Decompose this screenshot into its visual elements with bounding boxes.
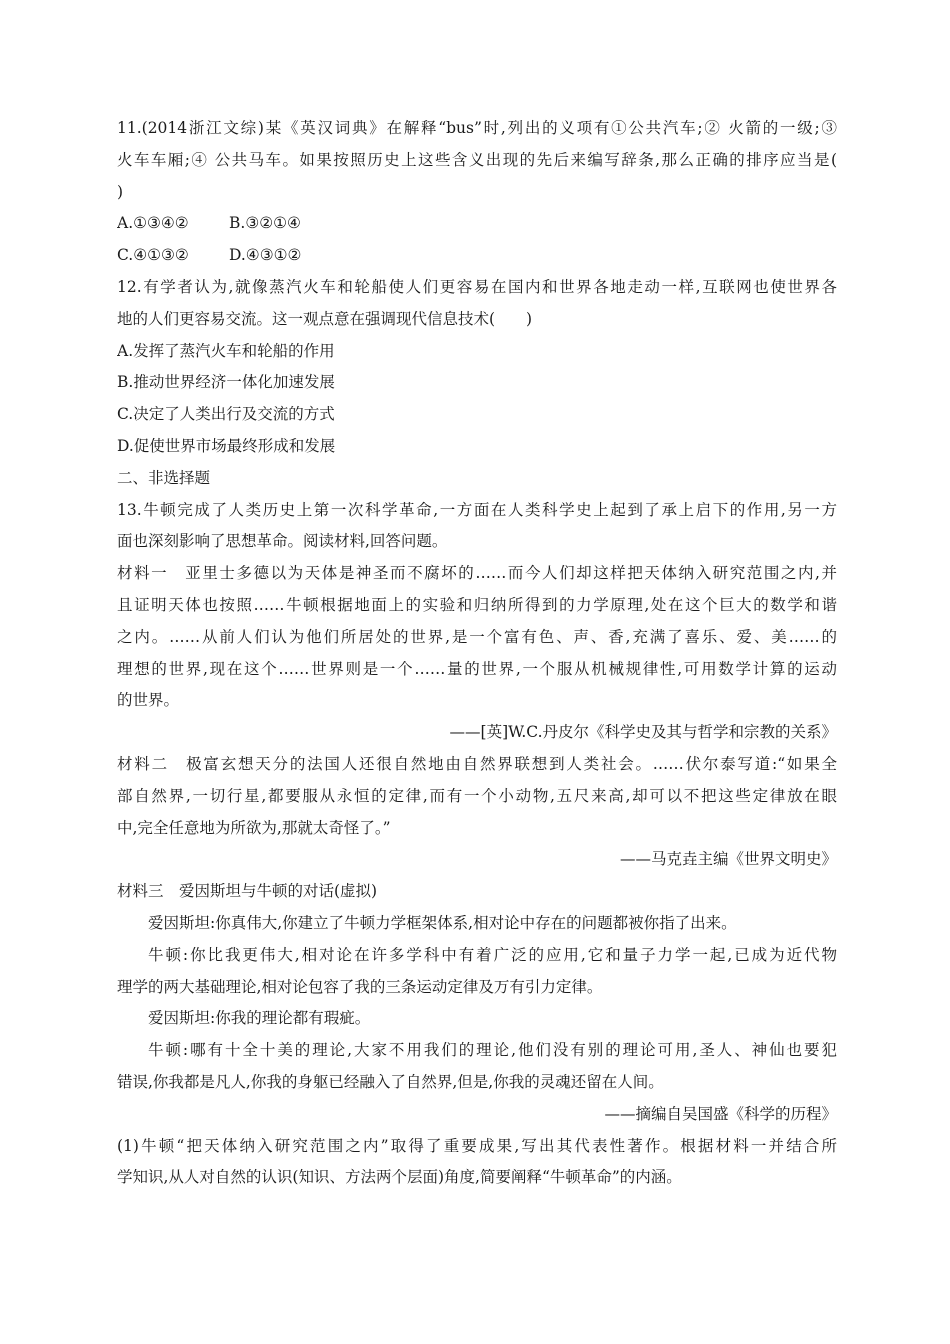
option-d: D.促使世界市场最终形成和发展 <box>117 436 336 455</box>
material-2-line: 材料二 极富玄想天分的法国人还很自然地由自然界联想到人类社会。……伏尔泰写道:“如果全 <box>117 754 837 773</box>
sub-question-1 <box>117 1131 837 1195</box>
option-b: B.③②①④ <box>229 214 301 233</box>
question-12 <box>117 272 837 463</box>
question-11-line: 火车车厢;④ 公共马车。如果按照历史上这些含义出现的先后来编写辞条,那么正确的排序应当是( <box>117 150 837 169</box>
section-title: 二、非选择题 <box>117 468 211 487</box>
option-d: D.④③①② <box>229 246 302 265</box>
dialogue-einstein: 爱因斯坦:你真伟大,你建立了牛顿力学框架体系,相对论中存在的问题都被你指了出来。 <box>148 913 737 932</box>
option-c: C.决定了人类出行及交流的方式 <box>117 405 335 424</box>
question-11-options-row <box>117 208 837 240</box>
option-a: A.①③④② <box>117 214 189 233</box>
question-12-line: 地的人们更容易交流。这一观点意在强调现代信息技术( ) <box>117 309 533 328</box>
question-11 <box>117 113 837 272</box>
dialogue-newton: 牛顿:哪有十全十美的理论,大家不用我们的理论,他们没有别的理论可用,圣人、神仙也要犯 <box>148 1041 837 1060</box>
dialogue-newton-cont: 错误,你我都是凡人,你我的身躯已经融入了自然界,但是,你我的灵魂还留在人间。 <box>117 1072 664 1091</box>
dialogue-newton: 牛顿:你比我更伟大,相对论在许多学科中有着广泛的应用,它和量子力学一起,已成为近代物 <box>148 945 837 964</box>
material-3-source: ——摘编自吴国盛《科学的历程》 <box>604 1104 837 1123</box>
sub-question-1-line: 学知识,从人对自然的认识(知识、方法两个层面)角度,简要阐释“牛顿革命”的内涵。 <box>117 1168 682 1187</box>
dialogue-newton-cont: 理学的两大基础理论,相对论包容了我的三条运动定律及万有引力定律。 <box>117 977 603 996</box>
material-1-source: ——[英]W.C.丹皮尔《科学史及其与哲学和宗教的关系》 <box>449 723 837 742</box>
material-1 <box>117 558 837 749</box>
question-13-intro-line: 面也深刻影响了思想革命。阅读材料,回答问题。 <box>117 532 448 551</box>
material-1-line: 的世界。 <box>117 691 180 710</box>
option-c: C.④①③② <box>117 246 189 265</box>
material-3 <box>117 876 837 1130</box>
material-2-line: 部自然界,一切行星,都要服从永恒的定律,而有一个小动物,五尺来高,却可以不把这些定律放在眼 <box>117 786 837 805</box>
material-3-title: 材料三 爱因斯坦与牛顿的对话(虚拟) <box>117 882 378 901</box>
dialogue-einstein: 爱因斯坦:你我的理论都有瑕疵。 <box>148 1009 371 1028</box>
material-1-line: 理想的世界,现在这个……世界则是一个……量的世界,一个服从机械规律性,可用数学计算的运动 <box>117 659 837 678</box>
material-2-line: 中,完全任意地为所欲为,那就太奇怪了。” <box>117 818 391 837</box>
question-12-line: 12.有学者认为,就像蒸汽火车和轮船使人们更容易在国内和世界各地走动一样,互联网也使世界各 <box>117 277 837 296</box>
question-11-options-row <box>117 240 837 272</box>
question-13-intro-line: 13.牛顿完成了人类历史上第一次科学革命,一方面在人类科学史上起到了承上启下的作用,另一方 <box>117 500 837 519</box>
material-2 <box>117 749 837 876</box>
option-b: B.推动世界经济一体化加速发展 <box>117 373 335 392</box>
question-11-line: 11.(2014浙江文综)某《英汉词典》在解释“bus”时,列出的义项有①公共汽车;② 火箭的一级;③ <box>117 119 837 137</box>
question-13 <box>117 495 837 1195</box>
sub-question-1-line: (1)牛顿“把天体纳入研究范围之内”取得了重要成果,写出其代表性著作。根据材料一并结合所 <box>117 1136 837 1155</box>
material-1-line: 材料一 亚里士多德以为天体是神圣而不腐坏的……而今人们却这样把天体纳入研究范围之内,并 <box>117 564 837 583</box>
option-a: A.发挥了蒸汽火车和轮船的作用 <box>117 341 335 360</box>
material-1-line: 且证明天体也按照……牛顿根据地面上的实验和归纳所得到的力学原理,处在这个巨大的数学和谐 <box>117 595 837 614</box>
question-11-line: ) <box>117 182 124 201</box>
material-2-source: ——马克垚主编《世界文明史》 <box>619 850 837 869</box>
material-1-line: 之内。……从前人们认为他们所居处的世界,是一个富有色、声、香,充满了喜乐、爱、美……的 <box>117 627 837 646</box>
